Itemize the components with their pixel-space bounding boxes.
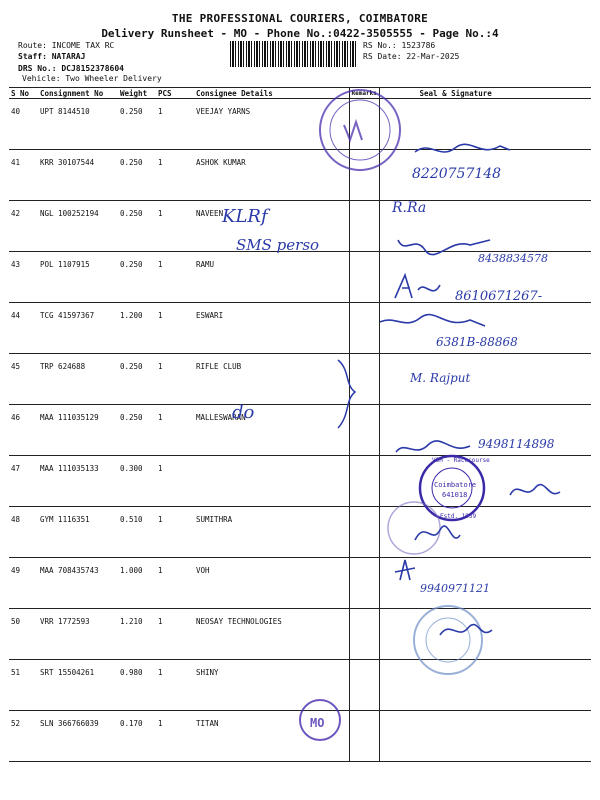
vehicle-label: Vehicle: Two Wheeler Delivery (22, 74, 162, 83)
row-remarks (349, 660, 379, 711)
table-row (9, 354, 591, 405)
col-pcs: PCS (156, 88, 194, 99)
col-seal-signature: Seal & Signature (379, 88, 591, 99)
table-row (9, 558, 591, 609)
row-signature (379, 660, 591, 711)
row-weight: 1.000 (118, 558, 156, 609)
table-row (9, 507, 591, 558)
row-pcs: 1 (156, 150, 194, 201)
table-row (9, 99, 591, 150)
row-consignee: SUMITHRA (194, 507, 349, 558)
row-remarks (349, 558, 379, 609)
row-signature (379, 354, 591, 405)
row-remarks (349, 150, 379, 201)
row-remarks (349, 405, 379, 456)
row-consignee: SHINY (194, 660, 349, 711)
row-remarks (349, 456, 379, 507)
row-consignee: RAMU (194, 252, 349, 303)
row-weight: 0.980 (118, 660, 156, 711)
row-sno: 48 (9, 507, 38, 558)
row-consignee: ASHOK KUMAR (194, 150, 349, 201)
phone-51: 9940971121 (420, 582, 490, 595)
row-signature (379, 405, 591, 456)
row-pcs: 1 (156, 99, 194, 150)
row-consignment: VRR 1772593 (38, 609, 118, 660)
row-consignee: NAVEEN (194, 201, 349, 252)
row-weight: 0.170 (118, 711, 156, 762)
handwritten-do: do (232, 402, 255, 423)
row-consignee: NEOSAY TECHNOLOGIES (194, 609, 349, 660)
barcode (230, 41, 358, 67)
row-consignment: TCG 41597367 (38, 303, 118, 354)
row-consignment: SLN 366766039 (38, 711, 118, 762)
rs-date: RS Date: 22-Mar-2025 (363, 52, 460, 61)
table-row (9, 201, 591, 252)
route-label: Route: INCOME TAX RC (18, 41, 115, 50)
table-row (9, 405, 591, 456)
row-weight: 1.210 (118, 609, 156, 660)
row-weight: 0.250 (118, 252, 156, 303)
row-pcs: 1 (156, 711, 194, 762)
handwritten-rra: R.Ra (392, 200, 427, 216)
table-row (9, 456, 591, 507)
row-sno: 47 (9, 456, 38, 507)
table-header-row (9, 88, 591, 99)
col-consignee: Consignee Details (194, 88, 349, 99)
row-signature (379, 99, 591, 150)
staff-label: Staff: NATARAJ (18, 52, 86, 61)
row-sno: 46 (9, 405, 38, 456)
row-consignee: RIFLE CLUB (194, 354, 349, 405)
row-consignment: GYM 1116351 (38, 507, 118, 558)
runsheet-subtitle: Delivery Runsheet - MO - Phone No.:0422-3505555 - Page No.:4 (101, 27, 499, 40)
phone-43: 8438834578 (478, 252, 548, 265)
table-row (9, 150, 591, 201)
row-sno: 50 (9, 609, 38, 660)
row-sno: 40 (9, 99, 38, 150)
row-consignment: MAA 111035129 (38, 405, 118, 456)
row-consignment: POL 1107915 (38, 252, 118, 303)
row-weight: 0.250 (118, 150, 156, 201)
drs-label: DRS No.: DCJ8152378604 (18, 64, 124, 73)
row-remarks (349, 303, 379, 354)
row-sno: 42 (9, 201, 38, 252)
row-signature (379, 150, 591, 201)
row-weight: 1.200 (118, 303, 156, 354)
row-weight: 0.250 (118, 99, 156, 150)
row-signature (379, 711, 591, 762)
row-sno: 44 (9, 303, 38, 354)
runsheet-table (9, 87, 591, 762)
row-signature (379, 303, 591, 354)
row-weight: 0.300 (118, 456, 156, 507)
row-pcs: 1 (156, 558, 194, 609)
row-consignee: ESWARI (194, 303, 349, 354)
row-pcs: 1 (156, 456, 194, 507)
table-row (9, 711, 591, 762)
row-weight: 0.250 (118, 354, 156, 405)
signature-46: M. Rajput (410, 371, 471, 385)
row-signature (379, 201, 591, 252)
row-sno: 49 (9, 558, 38, 609)
handwritten-klrf: KLRf (222, 206, 268, 227)
row-remarks (349, 201, 379, 252)
table-row (9, 609, 591, 660)
row-remarks (349, 252, 379, 303)
row-remarks (349, 99, 379, 150)
phone-44: 8610671267- (455, 289, 543, 304)
row-consignment: MAA 111035133 (38, 456, 118, 507)
row-consignment: UPT 8144510 (38, 99, 118, 150)
mo-stamp-text: MO (310, 716, 325, 730)
voh-stamp-line1: VOH - Racecourse (432, 457, 490, 464)
row-consignment: MAA 708435743 (38, 558, 118, 609)
row-signature (379, 456, 591, 507)
phone-45: 6381B-88868 (436, 335, 518, 349)
col-consignment: Consignment No (38, 88, 118, 99)
row-consignment: SRT 15504261 (38, 660, 118, 711)
row-remarks (349, 711, 379, 762)
row-sno: 51 (9, 660, 38, 711)
row-remarks (349, 609, 379, 660)
voh-stamp-line4: Estd. 1959 (440, 513, 477, 520)
col-remarks: Remarks (349, 88, 379, 99)
row-pcs: 1 (156, 660, 194, 711)
row-pcs: 1 (156, 609, 194, 660)
row-weight: 0.510 (118, 507, 156, 558)
row-weight: 0.250 (118, 201, 156, 252)
table-row (9, 303, 591, 354)
row-pcs: 1 (156, 201, 194, 252)
table-row (9, 660, 591, 711)
voh-stamp-line2: Coimbatore (434, 481, 477, 489)
col-weight: Weight (118, 88, 156, 99)
row-signature (379, 252, 591, 303)
row-consignee: TITAN (194, 711, 349, 762)
company-title: THE PROFESSIONAL COURIERS, COIMBATORE (171, 12, 429, 25)
row-sno: 52 (9, 711, 38, 762)
row-remarks (349, 507, 379, 558)
row-consignment: NGL 100252194 (38, 201, 118, 252)
row-signature (379, 507, 591, 558)
handwritten-sms: SMS perso (236, 236, 320, 254)
row-pcs: 1 (156, 303, 194, 354)
row-consignee (194, 456, 349, 507)
voh-stamp-line3: 641018 (442, 491, 468, 499)
col-sno: S No (9, 88, 38, 99)
row-consignment: TRP 624688 (38, 354, 118, 405)
rs-number: RS No.: 1523786 (363, 41, 436, 50)
row-consignee: VEEJAY YARNS (194, 99, 349, 150)
phone-41: 8220757148 (412, 166, 502, 182)
phone-48: 9498114898 (478, 437, 555, 451)
row-signature (379, 558, 591, 609)
row-remarks (349, 354, 379, 405)
row-signature (379, 609, 591, 660)
row-consignee: MALLESWARAN (194, 405, 349, 456)
row-pcs: 1 (156, 354, 194, 405)
row-consignment: KRR 30107544 (38, 150, 118, 201)
row-consignee: VOH (194, 558, 349, 609)
row-sno: 41 (9, 150, 38, 201)
table-row (9, 252, 591, 303)
row-pcs: 1 (156, 252, 194, 303)
row-pcs: 1 (156, 507, 194, 558)
row-weight: 0.250 (118, 405, 156, 456)
row-sno: 43 (9, 252, 38, 303)
row-sno: 45 (9, 354, 38, 405)
row-pcs: 1 (156, 405, 194, 456)
